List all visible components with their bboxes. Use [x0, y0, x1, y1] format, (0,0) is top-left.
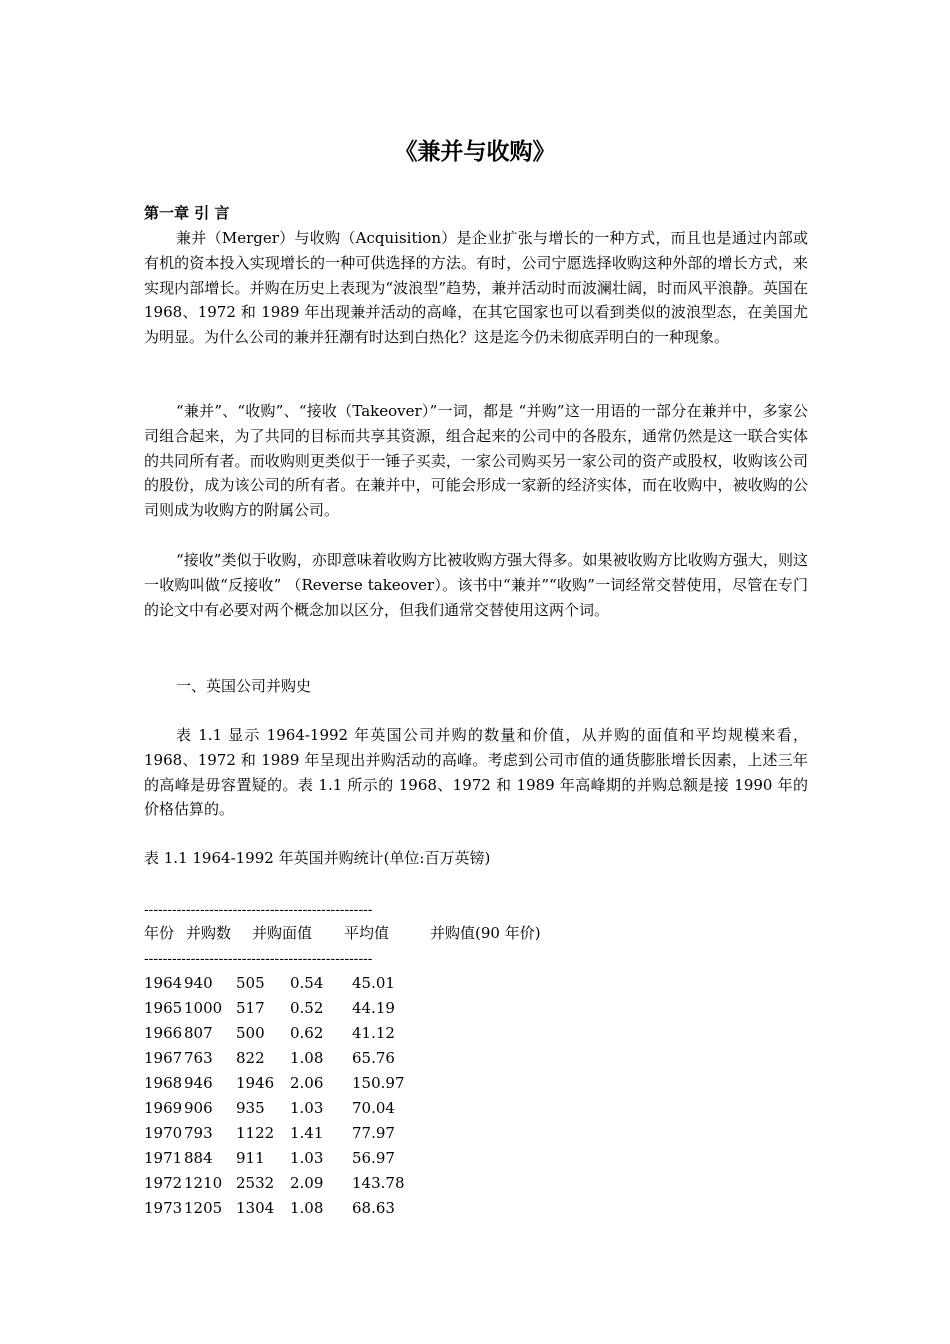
cell-face-value: 911	[236, 1149, 265, 1167]
cell-count: 884	[184, 1149, 213, 1167]
cell-count: 940	[184, 974, 213, 992]
cell-face-value: 505	[236, 974, 265, 992]
cell-value-1990: 41.12	[352, 1024, 395, 1042]
header-average: 平均值	[344, 924, 390, 942]
table-row	[144, 1022, 444, 1044]
cell-face-value: 1122	[236, 1124, 275, 1142]
cell-average: 0.54	[290, 974, 324, 992]
cell-average: 1.03	[290, 1099, 324, 1117]
table-row	[144, 1147, 444, 1169]
cell-value-1990: 56.97	[352, 1149, 395, 1167]
cell-count: 1000	[184, 999, 223, 1017]
paragraph-takeover: “接收”类似于收购，亦即意味着收购方比被收购方强大得多。如果被收购方比收购方强大，则这一收购叫做“反接收” （Reverse takeover）。该书中“兼并”“收购”一词经常交替使用，尽管在专门的论文中有必要对两个概念加以区分，但我们通常交替使用这两个词。	[144, 551, 808, 619]
cell-year: 1969	[144, 1099, 183, 1117]
table-row	[144, 1072, 444, 1094]
cell-average: 1.08	[290, 1049, 324, 1067]
cell-count: 1205	[184, 1199, 223, 1217]
cell-year: 1971	[144, 1149, 183, 1167]
paragraph-definitions: “兼并”、“收购”、“接收（Takeover）”一词，都是 “并购”这一用语的一部分在兼并中，多家公司组合起来，为了共同的目标而共享其资源，组合起来的公司中的各股东，通常仍然是这一联合实体的共同所有者。而收购则更类似于一锤子买卖，一家公司购买另一家公司的资产或股权，收购该公司的股份，成为该公司的所有者。在兼并中，可能会形成一家新的经济实体，而在收购中，被收购的公司则成为收购方的附属公司。	[144, 402, 808, 520]
section-heading: 一、英国公司并购史	[176, 677, 312, 695]
cell-average: 0.52	[290, 999, 324, 1017]
cell-value-1990: 45.01	[352, 974, 395, 992]
cell-count: 946	[184, 1074, 213, 1092]
table-rule-top: -------------------------------------------------	[144, 901, 373, 917]
table-rule-bottom: -------------------------------------------------	[144, 950, 373, 966]
table-row	[144, 1197, 444, 1219]
cell-face-value: 2532	[236, 1174, 275, 1192]
table-row	[144, 1172, 444, 1194]
cell-average: 2.06	[290, 1074, 324, 1092]
table-row	[144, 1047, 444, 1069]
cell-average: 0.62	[290, 1024, 324, 1042]
cell-average: 1.03	[290, 1149, 324, 1167]
cell-value-1990: 68.63	[352, 1199, 395, 1217]
cell-value-1990: 65.76	[352, 1049, 395, 1067]
header-year: 年份	[144, 924, 175, 942]
cell-value-1990: 143.78	[352, 1174, 405, 1192]
table-row	[144, 997, 444, 1019]
cell-value-1990: 44.19	[352, 999, 395, 1017]
table-caption: 表 1.1 1964-1992 年英国并购统计(单位:百万英镑)	[144, 849, 491, 867]
cell-count: 763	[184, 1049, 213, 1067]
cell-face-value: 822	[236, 1049, 265, 1067]
cell-count: 807	[184, 1024, 213, 1042]
header-value-1990: 并购值(90 年价)	[430, 924, 541, 942]
cell-face-value: 1304	[236, 1199, 275, 1217]
cell-count: 906	[184, 1099, 213, 1117]
cell-average: 1.08	[290, 1199, 324, 1217]
table-row	[144, 1122, 444, 1144]
table-row	[144, 1097, 444, 1119]
cell-value-1990: 77.97	[352, 1124, 395, 1142]
paragraph-table-intro: 表 1.1 显示 1964-1992 年英国公司并购的数量和价值，从并购的面值和平均规模来看，1968、1972 和 1989 年呈现出并购活动的高峰。考虑到公司市值的通货膨胀增长因素，上述三年的高峰是毋容置疑的。表 1.1 所示的 1968、1972 和 1989 年高峰期的并购总额是接 1990 年的价格估算的。	[144, 726, 808, 819]
cell-year: 1968	[144, 1074, 183, 1092]
cell-year: 1970	[144, 1124, 183, 1142]
cell-year: 1972	[144, 1174, 183, 1192]
table-header-row	[144, 922, 644, 944]
cell-face-value: 1946	[236, 1074, 275, 1092]
cell-face-value: 500	[236, 1024, 265, 1042]
cell-year: 1966	[144, 1024, 183, 1042]
cell-year: 1973	[144, 1199, 183, 1217]
cell-year: 1967	[144, 1049, 183, 1067]
cell-value-1990: 70.04	[352, 1099, 395, 1117]
header-count: 并购数	[186, 924, 232, 942]
cell-year: 1964	[144, 974, 183, 992]
cell-value-1990: 150.97	[352, 1074, 405, 1092]
chapter-heading: 第一章 引 言	[144, 204, 230, 222]
cell-year: 1965	[144, 999, 183, 1017]
cell-count: 1210	[184, 1174, 223, 1192]
cell-average: 1.41	[290, 1124, 324, 1142]
paragraph-intro: 兼并（Merger）与收购（Acquisition）是企业扩张与增长的一种方式，而且也是通过内部或有机的资本投入实现增长的一种可供选择的方法。有时，公司宁愿选择收购这种外部的增长方式，来实现内部增长。并购在历史上表现为“波浪型”趋势，兼并活动时而波澜壮阔，时而风平浪静。英国在 1968、1972 和 1989 年出现兼并活动的高峰，在其它国家也可以看到类似的波浪型态，在美国尤为明显。为什么公司的兼并狂潮有时达到白热化？这是迄今仍未彻底弄明白的一种现象。	[144, 229, 808, 347]
cell-face-value: 517	[236, 999, 265, 1017]
header-face-value: 并购面值	[252, 924, 313, 942]
cell-count: 793	[184, 1124, 213, 1142]
table-row	[144, 972, 444, 994]
document-title: 《兼并与收购》	[394, 138, 556, 165]
cell-face-value: 935	[236, 1099, 265, 1117]
cell-average: 2.09	[290, 1174, 324, 1192]
